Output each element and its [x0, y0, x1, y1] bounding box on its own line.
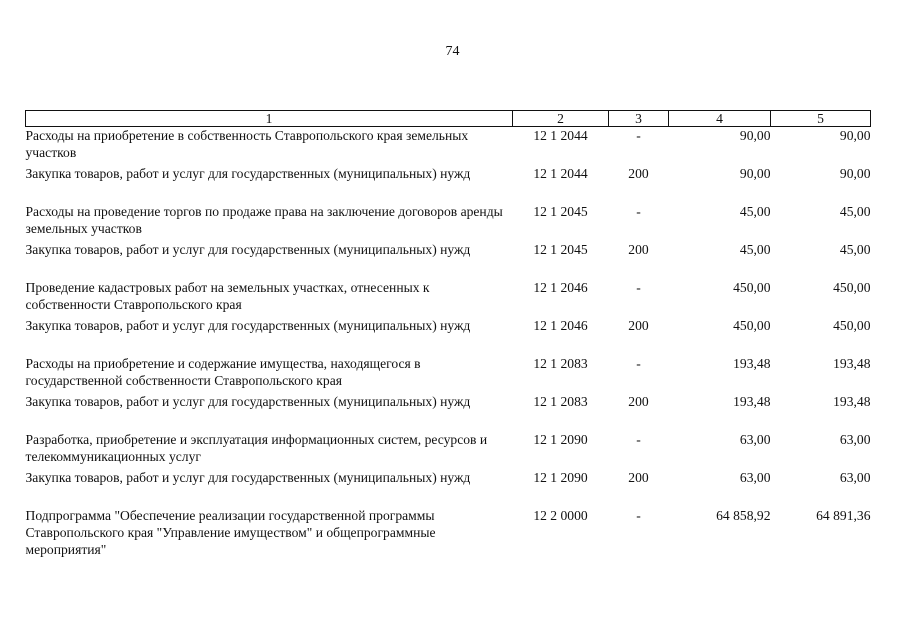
table-row — [26, 279, 871, 317]
row-sum-col4: 450,00 — [733, 280, 771, 295]
row-sum-col5: 63,00 — [839, 470, 871, 485]
page-number: 74 — [445, 44, 460, 59]
table-row — [26, 469, 871, 507]
row-type: 200 — [628, 318, 649, 333]
row-name: Разработка, приобретение и эксплуатация информационных систем, ресурсов и телекоммуникационных услуг — [25, 432, 488, 464]
table-row — [26, 165, 871, 203]
table-header — [26, 111, 871, 127]
row-sum-col5: 450,00 — [833, 318, 871, 333]
row-sum-col5: 45,00 — [839, 242, 871, 257]
row-sum-col5: 64 891,36 — [816, 508, 871, 523]
row-name: Расходы на приобретение и содержание имущества, находящегося в государственной собственности Ставропольского края — [25, 356, 421, 388]
row-sum-col4: 90,00 — [739, 128, 771, 143]
row-code: 12 1 2090 — [533, 432, 588, 447]
row-code: 12 1 2090 — [533, 470, 588, 485]
row-type: - — [636, 508, 641, 523]
row-sum-col4: 63,00 — [739, 470, 771, 485]
row-name: Проведение кадастровых работ на земельных участках, отнесенных к собственности Ставропольского края — [25, 280, 430, 312]
row-sum-col4: 193,48 — [733, 394, 771, 409]
row-sum-col5: 90,00 — [839, 166, 871, 181]
row-type: - — [636, 280, 641, 295]
budget-table — [25, 110, 871, 559]
row-type: 200 — [628, 242, 649, 257]
row-code: 12 1 2083 — [533, 356, 588, 371]
row-type: 200 — [628, 470, 649, 485]
table-row — [26, 355, 871, 393]
row-type: - — [636, 128, 641, 143]
row-name: Закупка товаров, работ и услуг для государственных (муниципальных) нужд — [25, 394, 471, 409]
row-type: 200 — [628, 166, 649, 181]
row-sum-col5: 45,00 — [839, 204, 871, 219]
column-header-3: 3 — [609, 111, 669, 127]
row-name: Закупка товаров, работ и услуг для государственных (муниципальных) нужд — [25, 318, 471, 333]
row-type: - — [636, 356, 641, 371]
row-code: 12 1 2045 — [533, 242, 588, 257]
row-code: 12 1 2083 — [533, 394, 588, 409]
column-header-4: 4 — [669, 111, 771, 127]
row-sum-col4: 90,00 — [739, 166, 771, 181]
row-sum-col4: 64 858,92 — [716, 508, 771, 523]
row-code: 12 2 0000 — [533, 508, 588, 523]
row-sum-col5: 450,00 — [833, 280, 871, 295]
row-code: 12 1 2044 — [533, 166, 588, 181]
table-body — [26, 127, 871, 560]
header-row — [26, 111, 871, 127]
row-type: 200 — [628, 394, 649, 409]
row-name: Закупка товаров, работ и услуг для государственных (муниципальных) нужд — [25, 470, 471, 485]
column-header-2: 2 — [513, 111, 609, 127]
row-sum-col5: 193,48 — [833, 356, 871, 371]
table-row — [26, 431, 871, 469]
row-sum-col4: 45,00 — [739, 242, 771, 257]
table-row — [26, 393, 871, 431]
row-sum-col4: 45,00 — [739, 204, 771, 219]
row-name: Расходы на приобретение в собственность Ставропольского края земельных участков — [25, 128, 469, 160]
table-row — [26, 241, 871, 279]
row-sum-col5: 63,00 — [839, 432, 871, 447]
table-row — [26, 317, 871, 355]
row-code: 12 1 2044 — [533, 128, 588, 143]
row-type: - — [636, 432, 641, 447]
row-type: - — [636, 204, 641, 219]
row-sum-col4: 63,00 — [739, 432, 771, 447]
row-sum-col4: 193,48 — [733, 356, 771, 371]
row-sum-col5: 90,00 — [839, 128, 871, 143]
row-name: Закупка товаров, работ и услуг для государственных (муниципальных) нужд — [25, 166, 471, 181]
table-row — [26, 507, 871, 559]
table-row — [26, 127, 871, 166]
row-name: Закупка товаров, работ и услуг для государственных (муниципальных) нужд — [25, 242, 471, 257]
row-code: 12 1 2046 — [533, 318, 588, 333]
row-name: Подпрограмма "Обеспечение реализации государственной программы Ставропольского края "Управление имуществом" и общепрограммные мероприятия" — [25, 508, 436, 557]
row-code: 12 1 2046 — [533, 280, 588, 295]
row-name: Расходы на проведение торгов по продаже права на заключение договоров аренды земельных участков — [25, 204, 503, 236]
column-header-1: 1 — [26, 111, 513, 127]
row-sum-col4: 450,00 — [733, 318, 771, 333]
row-sum-col5: 193,48 — [833, 394, 871, 409]
row-code: 12 1 2045 — [533, 204, 588, 219]
table-row — [26, 203, 871, 241]
column-header-5: 5 — [771, 111, 871, 127]
